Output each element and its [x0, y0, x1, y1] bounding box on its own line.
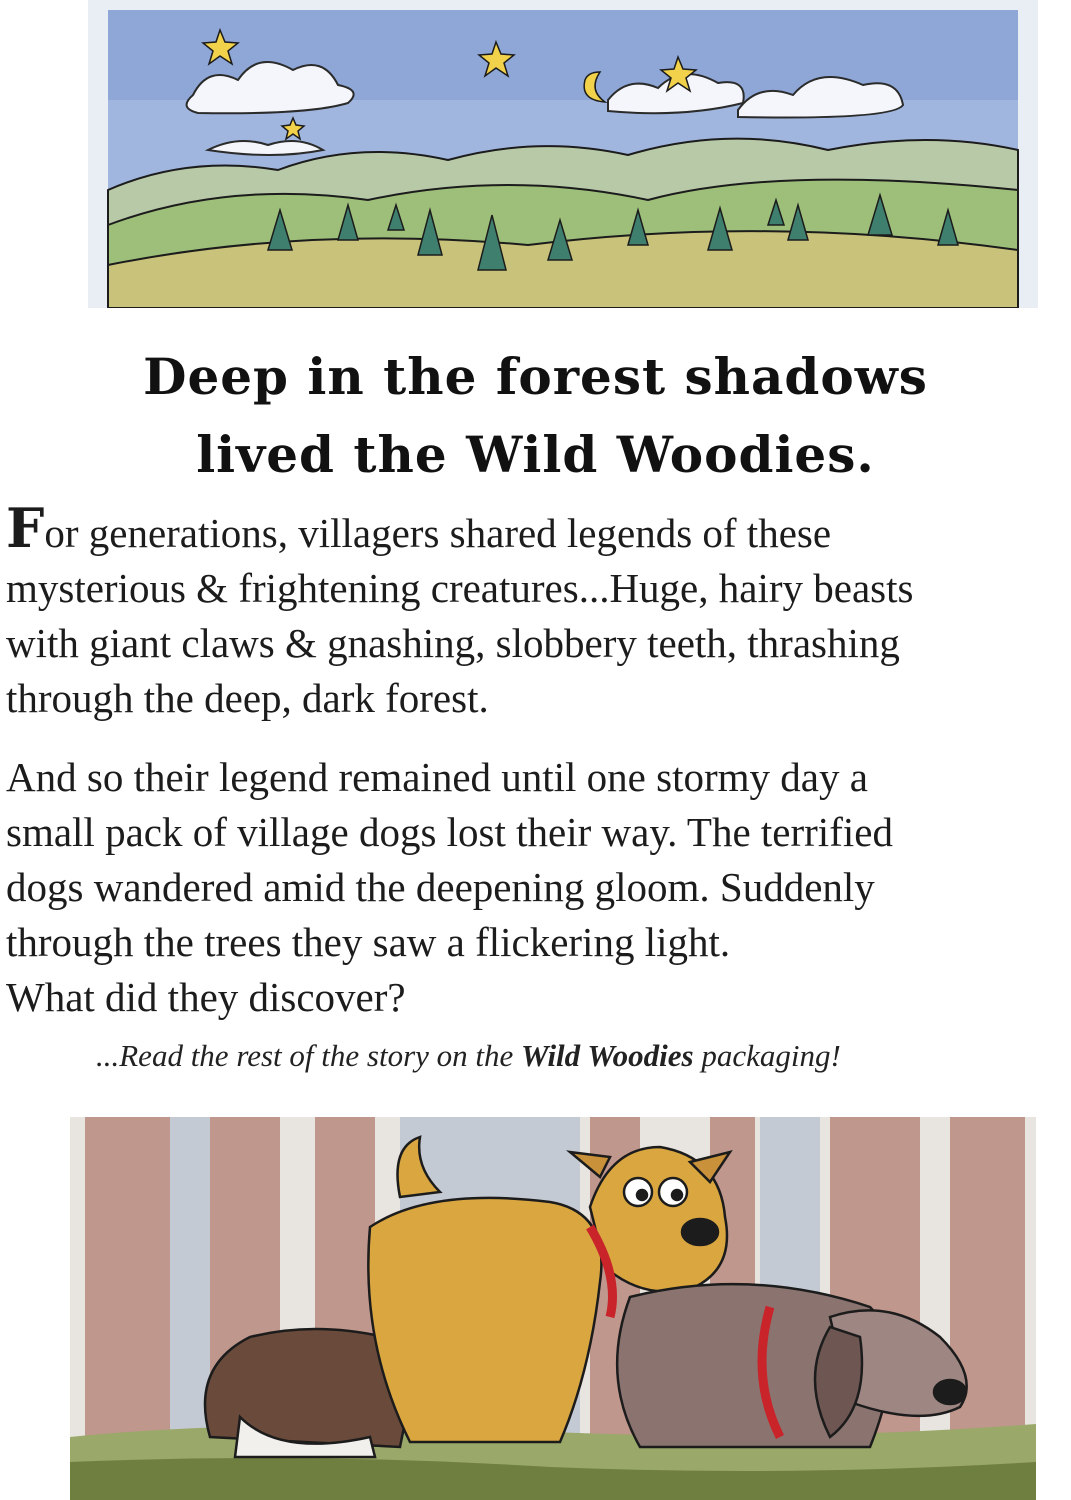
drop-cap: F [6, 496, 45, 560]
teaser-suffix: packaging! [693, 1038, 841, 1073]
teaser-brand: Wild Woodies [521, 1038, 694, 1073]
paragraph-2-line-4: through the trees they saw a flickering light. [6, 919, 731, 965]
paragraph-1-line-1-text: or generations, villagers shared legends of these [44, 510, 832, 556]
paragraph-2-line-3: dogs wandered amid the deepening gloom. Suddenly [6, 864, 875, 910]
paragraph-1-line-1 [6, 496, 1068, 561]
read-more-teaser [96, 1034, 1036, 1078]
story-paragraph-1 [6, 496, 1068, 726]
paragraph-1-line-2: mysterious & frightening creatures...Huge, hairy beasts [6, 565, 914, 611]
dogs-in-forest-illustration [70, 1117, 1036, 1500]
paragraph-2-line-5: What did they discover? [6, 974, 406, 1020]
paragraph-2-line-1: And so their legend remained until one stormy day a [6, 754, 868, 800]
page-title [0, 338, 1071, 494]
teaser-prefix: ...Read the rest of the story on the [96, 1038, 522, 1073]
paragraph-1-line-4: through the deep, dark forest. [6, 675, 489, 721]
title-line-1: Deep in the forest shadows [143, 347, 928, 406]
night-landscape-drawing [88, 0, 1038, 308]
story-paragraph-2 [6, 750, 1068, 1025]
dogs-drawing [70, 1117, 1036, 1500]
night-landscape-illustration [88, 0, 1038, 308]
title-line-2: lived the Wild Woodies. [196, 425, 875, 484]
paragraph-1-line-3: with giant claws & gnashing, slobbery teeth, thrashing [6, 620, 900, 666]
paragraph-2-line-2: small pack of village dogs lost their way. The terrified [6, 809, 893, 855]
